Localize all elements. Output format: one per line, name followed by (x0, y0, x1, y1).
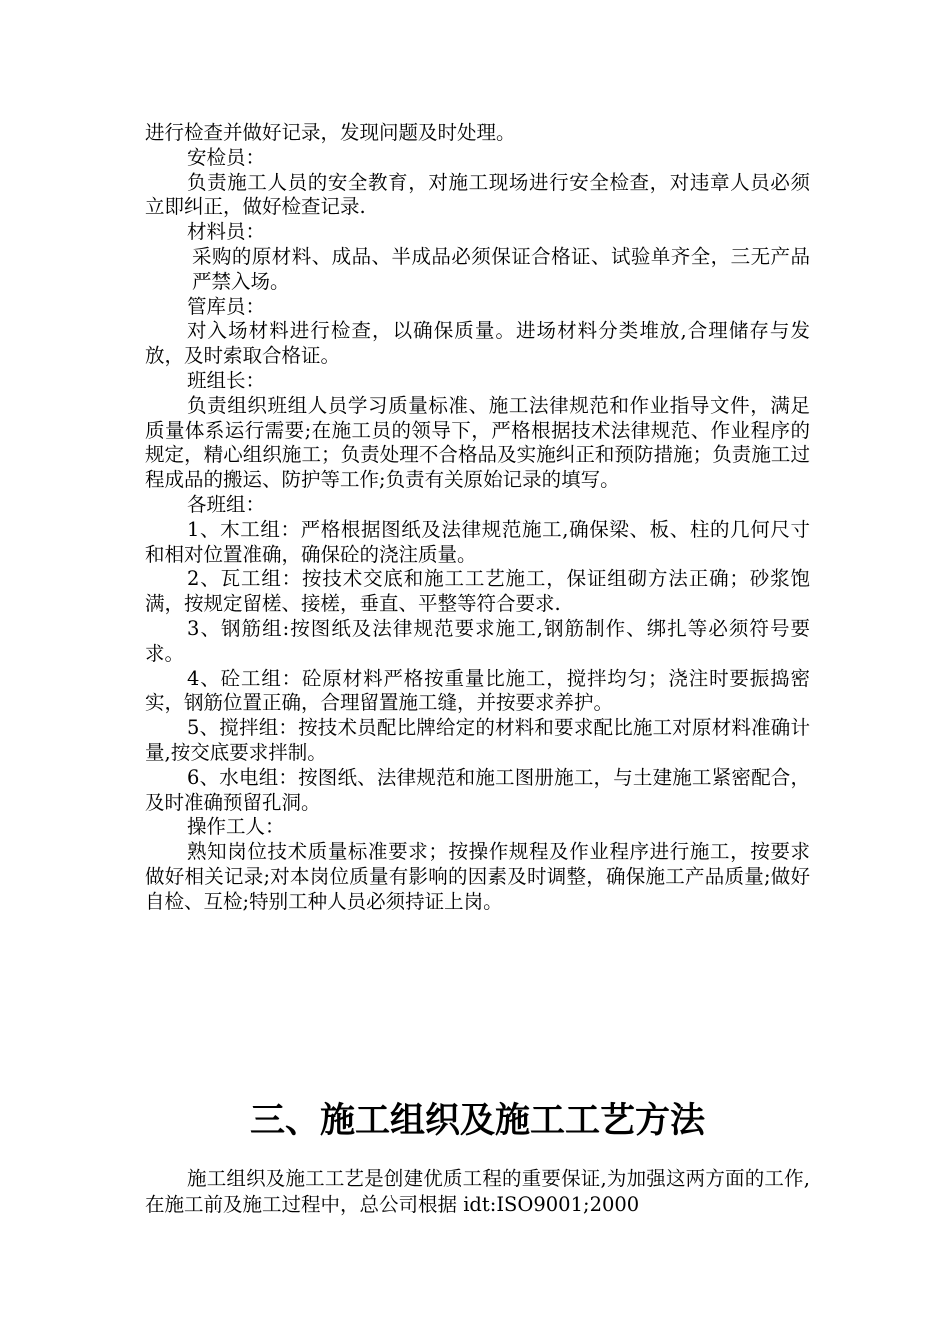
section-intro-block (145, 1166, 810, 1218)
paragraph-masonry-team: 2、瓦工组：按技术交底和施工工艺施工，保证组砌方法正确；砂浆饱满，按规定留槎、接槎，垂直、平整等符合要求. (145, 567, 810, 616)
paragraph-carpentry-team: 1、木工组：严格根据图纸及法律规范施工,确保梁、板、柱的几何尺寸和相对位置准确，确保砼的浇注质量。 (145, 517, 810, 566)
body-text (145, 121, 810, 915)
heading-operators: 操作工人： (187, 815, 285, 839)
section-title: 三、施工组织及施工工艺方法 (249, 1101, 705, 1141)
paragraph-concrete-team: 4、砼工组：砼原材料严格按重量比施工，搅拌均匀；浇注时要振捣密实，钢筋位置正确，合理留置施工缝，并按要求养护。 (145, 666, 810, 715)
paragraph-team-leader: 负责组织班组人员学习质量标准、施工法律规范和作业指导文件，满足质量体系运行需要;在施工员的领导下，严格根据技术法律规范、作业程序的规定，精心组织施工；负责处理不合格品及实施纠正和预防措施；负责施工过程成品的搬运、防护等工作;负责有关原始记录的填写。 (145, 393, 810, 492)
heading-warehouse-keeper: 管库员： (187, 294, 266, 318)
paragraph-0: 进行检查并做好记录，发现问题及时处理。 (145, 121, 516, 144)
paragraph-safety-inspector: 负责施工人员的安全教育，对施工现场进行安全检查，对违章人员必须立即纠正，做好检查记录. (145, 170, 810, 219)
section-intro: 施工组织及施工工艺是创建优质工程的重要保证,为加强这两方面的工作,在施工前及施工过程中，总公司根据 idt:ISO9001;2000 (145, 1167, 810, 1216)
paragraph-warehouse-keeper: 对入场材料进行检查，以确保质量。进场材料分类堆放,合理储存与发放，及时索取合格证。 (145, 319, 810, 368)
heading-team-leader: 班组长： (187, 368, 266, 392)
paragraph-rebar-team: 3、钢筋组:按图纸及法律规范要求施工,钢筋制作、绑扎等必须符号要求。 (145, 616, 810, 665)
paragraph-plumbing-electrical-team: 6、水电组：按图纸、法律规范和施工图册施工，与土建施工紧密配合，及时准确预留孔洞。 (145, 765, 810, 814)
paragraph-operators: 熟知岗位技术质量标准要求；按操作规程及作业程序进行施工，按要求做好相关记录;对本岗位质量有影响的因素及时调整，确保施工产品质量;做好自检、互检;特别工种人员必须持证上岗。 (145, 840, 810, 913)
paragraph-mixing-team: 5、搅拌组：按技术员配比牌给定的材料和要求配比施工对原材料准确计量,按交底要求拌制。 (145, 716, 810, 764)
heading-safety-inspector: 安检员： (187, 145, 266, 169)
heading-materials-officer: 材料员： (187, 220, 266, 244)
heading-teams: 各班组： (187, 492, 266, 516)
paragraph-materials-officer: 采购的原材料、成品、半成品必须保证合格证、试验单齐全，三无产品严禁入场。 (192, 244, 810, 293)
